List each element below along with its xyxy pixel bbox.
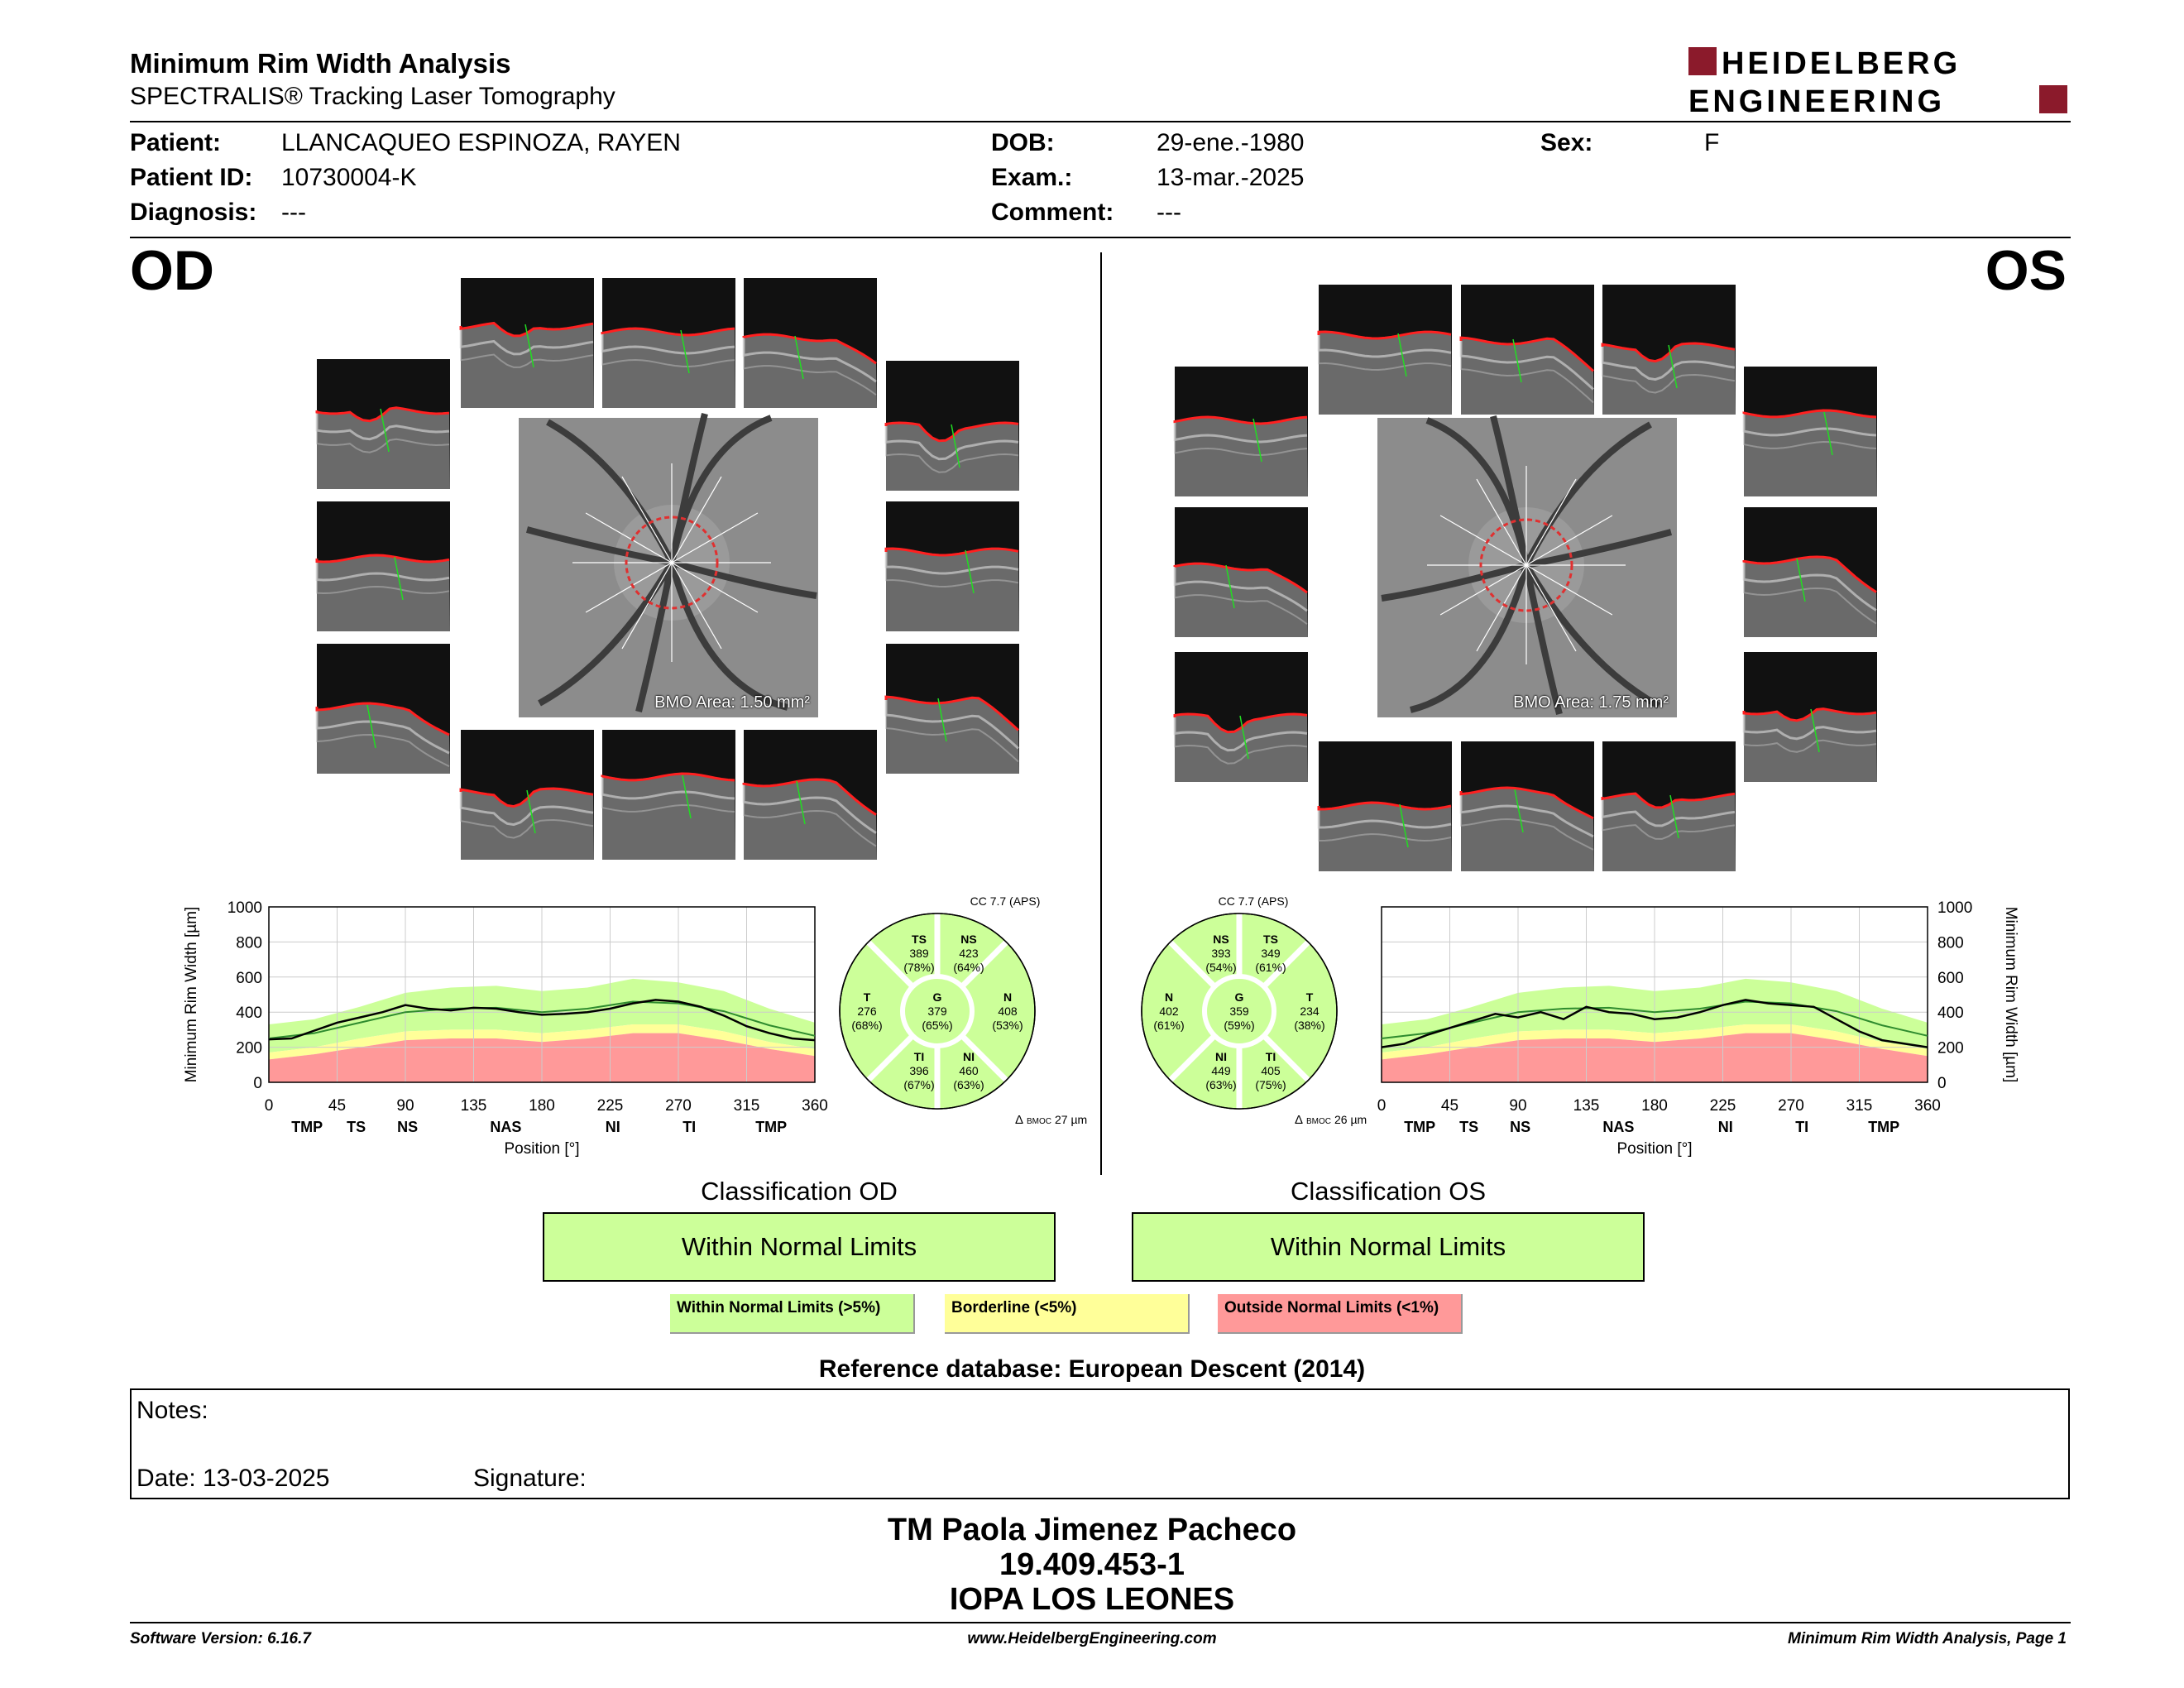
os-cc-label: CC 7.7 (APS): [1218, 894, 1289, 908]
os-xlabel: Position [°]: [1616, 1140, 1693, 1158]
od-sector-ti-text: 396: [909, 1064, 929, 1077]
os-bmo-area: BMO Area: 1.75 mm²: [1513, 693, 1669, 712]
dob-value: 29-ene.-1980: [1157, 129, 1305, 156]
od-bmoc-delta-icon: Δ: [1015, 1113, 1024, 1127]
od-sector-ts-text: (78%): [903, 961, 935, 974]
report-subtitle: SPECTRALIS® Tracking Laser Tomography: [130, 83, 615, 110]
os-bmoc-value: 26 µm: [1334, 1113, 1367, 1126]
notes-label: Notes:: [136, 1397, 208, 1424]
od-sector-label: NI: [605, 1119, 620, 1135]
os-sector-g-text: 359: [1229, 1005, 1249, 1018]
os-bscan-6: [1602, 285, 1736, 415]
os-xtick: 0: [1377, 1097, 1387, 1115]
comment-value: ---: [1157, 199, 1181, 226]
od-ytick: 400: [236, 1005, 262, 1023]
os-sector-label: TI: [1795, 1119, 1809, 1135]
od-sector-ns-text: NS: [960, 933, 977, 946]
heidelberg-logo: [1688, 46, 2071, 117]
os-xtick: 270: [1778, 1097, 1804, 1115]
od-sector-label: TMP: [755, 1119, 788, 1135]
header-divider: [130, 121, 2071, 122]
exam-value: 13-mar.-2025: [1157, 164, 1305, 191]
notes-box: [130, 1388, 2070, 1499]
os-bscan-12: [1602, 741, 1736, 871]
od-sector-label: TS: [347, 1119, 366, 1135]
od-bscan-6: [744, 278, 877, 408]
os-sector-n-text: 402: [1159, 1005, 1179, 1018]
os-sector-ti-text: (75%): [1255, 1078, 1286, 1091]
od-bmo-area: BMO Area: 1.50 mm²: [654, 693, 810, 712]
os-sector-ni-text: NI: [1215, 1050, 1227, 1063]
od-bscan-2: [317, 501, 450, 631]
od-ylabel: Minimum Rim Width [µm]: [183, 906, 200, 1083]
os-xtick: 225: [1709, 1097, 1736, 1115]
report-title: Minimum Rim Width Analysis: [130, 48, 511, 79]
signer-id: 19.409.453-1: [999, 1547, 1185, 1582]
os-ytick: 800: [1937, 934, 1964, 952]
dob-label: DOB:: [991, 129, 1055, 156]
os-bscan-10: [1319, 741, 1452, 871]
od-sector-ti-text: (67%): [903, 1078, 935, 1091]
od-xtick: 225: [596, 1097, 624, 1115]
os-mrw-chart: [1357, 899, 2019, 1185]
notes-signature-label: Signature:: [473, 1465, 587, 1492]
patient-label: Patient:: [130, 129, 222, 156]
os-sector-ts-text: 349: [1261, 947, 1281, 960]
os-sector-n-text: (61%): [1153, 1019, 1185, 1032]
od-cc-label: CC 7.7 (APS): [970, 894, 1041, 908]
os-bscan-11: [1461, 741, 1594, 871]
od-bmoc-sub: BMOC: [1027, 1117, 1051, 1126]
sex-label: Sex:: [1540, 129, 1593, 156]
od-sector-n-text: N: [1003, 990, 1013, 1004]
signer-institution: IOPA LOS LEONES: [949, 1582, 1235, 1617]
od-fundus-image: [519, 418, 818, 717]
od-ytick: 1000: [227, 899, 262, 917]
legend-outside: Outside Normal Limits (<1%): [1218, 1294, 1463, 1334]
os-sector-g-text: G: [1234, 990, 1244, 1004]
os-xtick: 135: [1573, 1097, 1600, 1115]
od-xtick: 180: [529, 1097, 555, 1115]
od-bscan-10: [461, 730, 594, 860]
os-xtick: 45: [1440, 1097, 1459, 1115]
od-ytick: 0: [253, 1075, 262, 1092]
od-sector-ts-text: TS: [912, 933, 927, 946]
os-sector-label: TMP: [1868, 1119, 1900, 1135]
od-sector-ni-text: 460: [959, 1064, 979, 1077]
os-bscan-9: [1744, 652, 1877, 782]
od-bscan-5: [602, 278, 735, 408]
od-sector-dial: [831, 894, 1088, 1129]
os-classification-box: Within Normal Limits: [1132, 1212, 1645, 1282]
od-bscan-1: [317, 359, 450, 489]
patient-divider: [130, 237, 2071, 238]
os-bmoc-sub: BMOC: [1306, 1117, 1331, 1126]
os-bscan-7: [1744, 367, 1877, 496]
os-bscan-1: [1175, 367, 1308, 496]
od-ytick: 600: [236, 969, 262, 987]
exam-label: Exam.:: [991, 164, 1073, 191]
od-bscan-9: [886, 644, 1019, 774]
sex-value: F: [1704, 129, 1720, 156]
od-sector-g-text: (65%): [922, 1019, 953, 1032]
os-sector-ns-text: 393: [1211, 947, 1231, 960]
os-sector-ni-text: (63%): [1205, 1078, 1237, 1091]
od-sector-label: NS: [397, 1119, 419, 1135]
os-ytick: 0: [1937, 1075, 1947, 1092]
os-sector-label: NAS: [1602, 1119, 1635, 1135]
os-sector-ts-text: (61%): [1255, 961, 1286, 974]
os-eye-label: OS: [1985, 239, 2067, 302]
od-xtick: 135: [460, 1097, 487, 1115]
patient-name: LLANCAQUEO ESPINOZA, RAYEN: [281, 129, 681, 156]
os-sector-label: NI: [1717, 1119, 1733, 1135]
os-sector-label: TS: [1459, 1119, 1479, 1135]
od-sector-ts-text: 389: [909, 947, 929, 960]
os-sector-ns-text: NS: [1213, 933, 1229, 946]
os-sector-label: TMP: [1404, 1119, 1436, 1135]
comment-label: Comment:: [991, 199, 1114, 226]
os-classification-title: Classification OS: [1290, 1177, 1487, 1206]
od-sector-g-text: G: [932, 990, 942, 1004]
os-xtick: 315: [1846, 1097, 1873, 1115]
od-sector-label: TI: [682, 1119, 697, 1135]
diagnosis-value: ---: [281, 199, 306, 226]
od-bscan-8: [886, 501, 1019, 631]
footer-divider: [130, 1622, 2071, 1623]
os-fundus-image: [1377, 418, 1677, 717]
eye-divider: [1100, 252, 1102, 1175]
os-ylabel: Minimum Rim Width [µm]: [2002, 906, 2019, 1083]
os-bscan-5: [1461, 285, 1594, 415]
od-classification-box: Within Normal Limits: [543, 1212, 1056, 1282]
patient-id: 10730004-K: [281, 164, 417, 191]
od-sector-label: TMP: [291, 1119, 323, 1135]
od-ytick: 800: [236, 934, 262, 952]
os-sector-label: NS: [1510, 1119, 1531, 1135]
od-bmoc-value: 27 µm: [1055, 1113, 1088, 1126]
os-xtick: 360: [1914, 1097, 1941, 1115]
diagnosis-label: Diagnosis:: [130, 199, 257, 226]
od-sector-n-text: 408: [998, 1005, 1018, 1018]
os-ytick: 200: [1937, 1039, 1964, 1057]
od-sector-n-text: (53%): [992, 1019, 1023, 1032]
os-xtick: 90: [1509, 1097, 1527, 1115]
od-classification-title: Classification OD: [701, 1177, 898, 1206]
os-sector-ti-text: TI: [1265, 1050, 1276, 1063]
os-bscan-2: [1175, 507, 1308, 637]
od-xtick: 45: [328, 1097, 347, 1115]
od-mrw-chart: [183, 899, 844, 1185]
os-bscan-3: [1175, 652, 1308, 782]
os-sector-ti-text: 405: [1261, 1064, 1281, 1077]
od-bscan-7: [886, 361, 1019, 491]
website-link[interactable]: www.HeidelbergEngineering.com: [967, 1630, 1217, 1647]
os-xtick: 180: [1641, 1097, 1668, 1115]
od-eye-label: OD: [130, 239, 214, 302]
os-bscan-8: [1744, 507, 1877, 637]
notes-date: Date: 13-03-2025: [136, 1465, 330, 1492]
os-sector-ni-text: 449: [1211, 1064, 1231, 1077]
od-sector-g-text: 379: [927, 1005, 947, 1018]
od-xtick: 0: [264, 1097, 274, 1115]
od-bscan-4: [461, 278, 594, 408]
od-sector-ti-text: TI: [913, 1050, 925, 1063]
od-sector-t-text: 276: [857, 1005, 877, 1018]
od-xtick: 315: [733, 1097, 760, 1115]
os-sector-ns-text: (54%): [1205, 961, 1237, 974]
od-sector-ns-text: 423: [959, 947, 979, 960]
os-bscan-4: [1319, 285, 1452, 415]
os-sector-g-text: (59%): [1224, 1019, 1255, 1032]
legend-borderline: Borderline (<5%): [945, 1294, 1190, 1334]
od-sector-label: NAS: [490, 1119, 522, 1135]
od-sector-t-text: (68%): [851, 1019, 883, 1032]
os-ytick: 1000: [1937, 899, 1973, 917]
od-ytick: 200: [236, 1039, 262, 1057]
os-bmoc-delta-icon: Δ: [1295, 1113, 1304, 1127]
os-ytick: 600: [1937, 969, 1964, 987]
os-sector-t-text: (38%): [1294, 1019, 1325, 1032]
software-version: Software Version: 6.16.7: [130, 1630, 311, 1647]
od-sector-ns-text: (64%): [953, 961, 984, 974]
os-sector-ts-text: TS: [1263, 933, 1278, 946]
os-sector-n-text: N: [1164, 990, 1174, 1004]
od-xlabel: Position [°]: [504, 1140, 580, 1158]
patient-id-label: Patient ID:: [130, 164, 253, 191]
od-sector-ni-text: (63%): [953, 1078, 984, 1091]
od-xtick: 90: [396, 1097, 414, 1115]
os-sector-t-text: 234: [1300, 1005, 1320, 1018]
reference-database: Reference database: European Descent (2014): [818, 1355, 1366, 1383]
svg-text:HEIDELBERG: HEIDELBERG: [1722, 46, 1961, 81]
os-sector-t-text: T: [1305, 990, 1314, 1004]
os-sector-dial: [1133, 894, 1382, 1129]
od-xtick: 360: [802, 1097, 828, 1115]
od-bscan-11: [602, 730, 735, 860]
legend-normal: Within Normal Limits (>5%): [670, 1294, 915, 1334]
os-ytick: 400: [1937, 1005, 1964, 1023]
od-sector-t-text: T: [863, 990, 871, 1004]
page-label: Minimum Rim Width Analysis, Page 1: [1788, 1630, 2067, 1647]
signer-name: TM Paola Jimenez Pacheco: [887, 1513, 1297, 1547]
svg-text:ENGINEERING: ENGINEERING: [1688, 84, 1946, 119]
od-xtick: 270: [665, 1097, 692, 1115]
od-bscan-12: [744, 730, 877, 860]
od-sector-ni-text: NI: [963, 1050, 975, 1063]
od-bscan-3: [317, 644, 450, 774]
